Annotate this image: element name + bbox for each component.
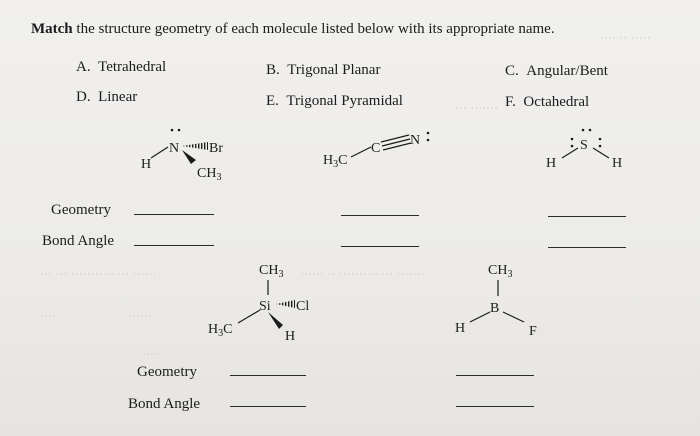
geometry-label-2: Geometry [137, 364, 197, 380]
molecule-borane [455, 263, 537, 339]
option-name: Trigonal Planar [287, 62, 381, 78]
prompt-text: the structure geometry of each molecule listed below with its appropriate name. [72, 21, 555, 37]
geometry-label: Geometry [51, 202, 111, 218]
bond-angle-label: Bond Angle [42, 233, 115, 249]
molecule-nbr [141, 129, 223, 183]
bleed-through-text: ··· ··· ········ ·· ··· ······ [40, 266, 157, 280]
triple-bond [381, 135, 409, 142]
bleed-through-text: ···· ·· ····· [600, 30, 651, 44]
hashed-bond [276, 300, 295, 308]
option-name: Linear [98, 89, 138, 105]
atom-si: Si [259, 299, 271, 314]
wedge-bond [182, 150, 196, 164]
group-ch3: $CH_3$ [488, 263, 513, 280]
lone-pair-dot [571, 138, 574, 141]
bleed-through-text: ······ [128, 308, 152, 322]
molecule-h2s [546, 129, 622, 171]
atom-h: H [455, 321, 466, 336]
bleed-through-text: ···· [40, 308, 56, 322]
molecule-sih [208, 263, 309, 344]
lone-pair-dot [571, 145, 574, 148]
bond-line [562, 148, 578, 158]
prompt-bold: Match [31, 21, 73, 37]
atom-br: Br [209, 141, 223, 156]
lone-pair-dot [582, 129, 585, 132]
atom-c: C [371, 141, 381, 156]
option-letter: A. [76, 59, 91, 75]
option-name: Tetrahedral [98, 59, 167, 75]
hashed-bond [182, 142, 208, 150]
triple-bond [382, 139, 410, 146]
bond-line [503, 312, 524, 322]
triple-bond [383, 143, 411, 150]
bond-line [238, 310, 260, 323]
lone-pair-dot [427, 132, 430, 135]
lone-pair-dot [589, 129, 592, 132]
lone-pair-dot [599, 145, 602, 148]
option-letter: E. [266, 93, 279, 109]
option-letter: F. [505, 94, 516, 110]
option-name: Octahedral [523, 94, 590, 110]
option-letter: C. [505, 63, 519, 79]
group-h3c: $H_3C$ [208, 322, 233, 339]
single-bond [351, 147, 371, 157]
atom-f: F [529, 324, 537, 339]
bond-angle-label-2: Bond Angle [128, 396, 201, 412]
group-ch3: $CH_3$ [197, 166, 222, 183]
bleed-through-text: ··· ······· [455, 100, 499, 114]
bleed-through-text: ···· [142, 346, 158, 360]
lone-pair-dot [427, 139, 430, 142]
wedge-bond [268, 312, 283, 329]
lone-pair-dot [171, 129, 174, 132]
bond-line [151, 147, 168, 158]
atom-h: H [141, 157, 152, 172]
option-letter: D. [76, 89, 91, 105]
bond-line [470, 312, 490, 322]
molecule-acetonitrile [323, 132, 429, 170]
atom-h: H [546, 156, 557, 171]
atom-cl: Cl [296, 299, 310, 314]
option-name: Trigonal Pyramidal [286, 93, 403, 109]
atom-b: B [490, 301, 500, 316]
bond-line [593, 148, 609, 158]
atom-h: H [285, 329, 296, 344]
bleed-through-text: ······ ·· ······· ·· ··· ······· [300, 266, 425, 280]
group-h3c: $H_3C$ [323, 153, 348, 170]
atom-h: H [612, 156, 623, 171]
option-name: Angular/Bent [526, 63, 608, 79]
atom-s: S [580, 138, 588, 153]
atom-n: N [169, 141, 180, 156]
group-ch3: $CH_3$ [259, 263, 284, 280]
lone-pair-dot [599, 138, 602, 141]
lone-pair-dot [178, 129, 181, 132]
atom-n: N [410, 133, 421, 148]
option-letter: B. [266, 62, 280, 78]
